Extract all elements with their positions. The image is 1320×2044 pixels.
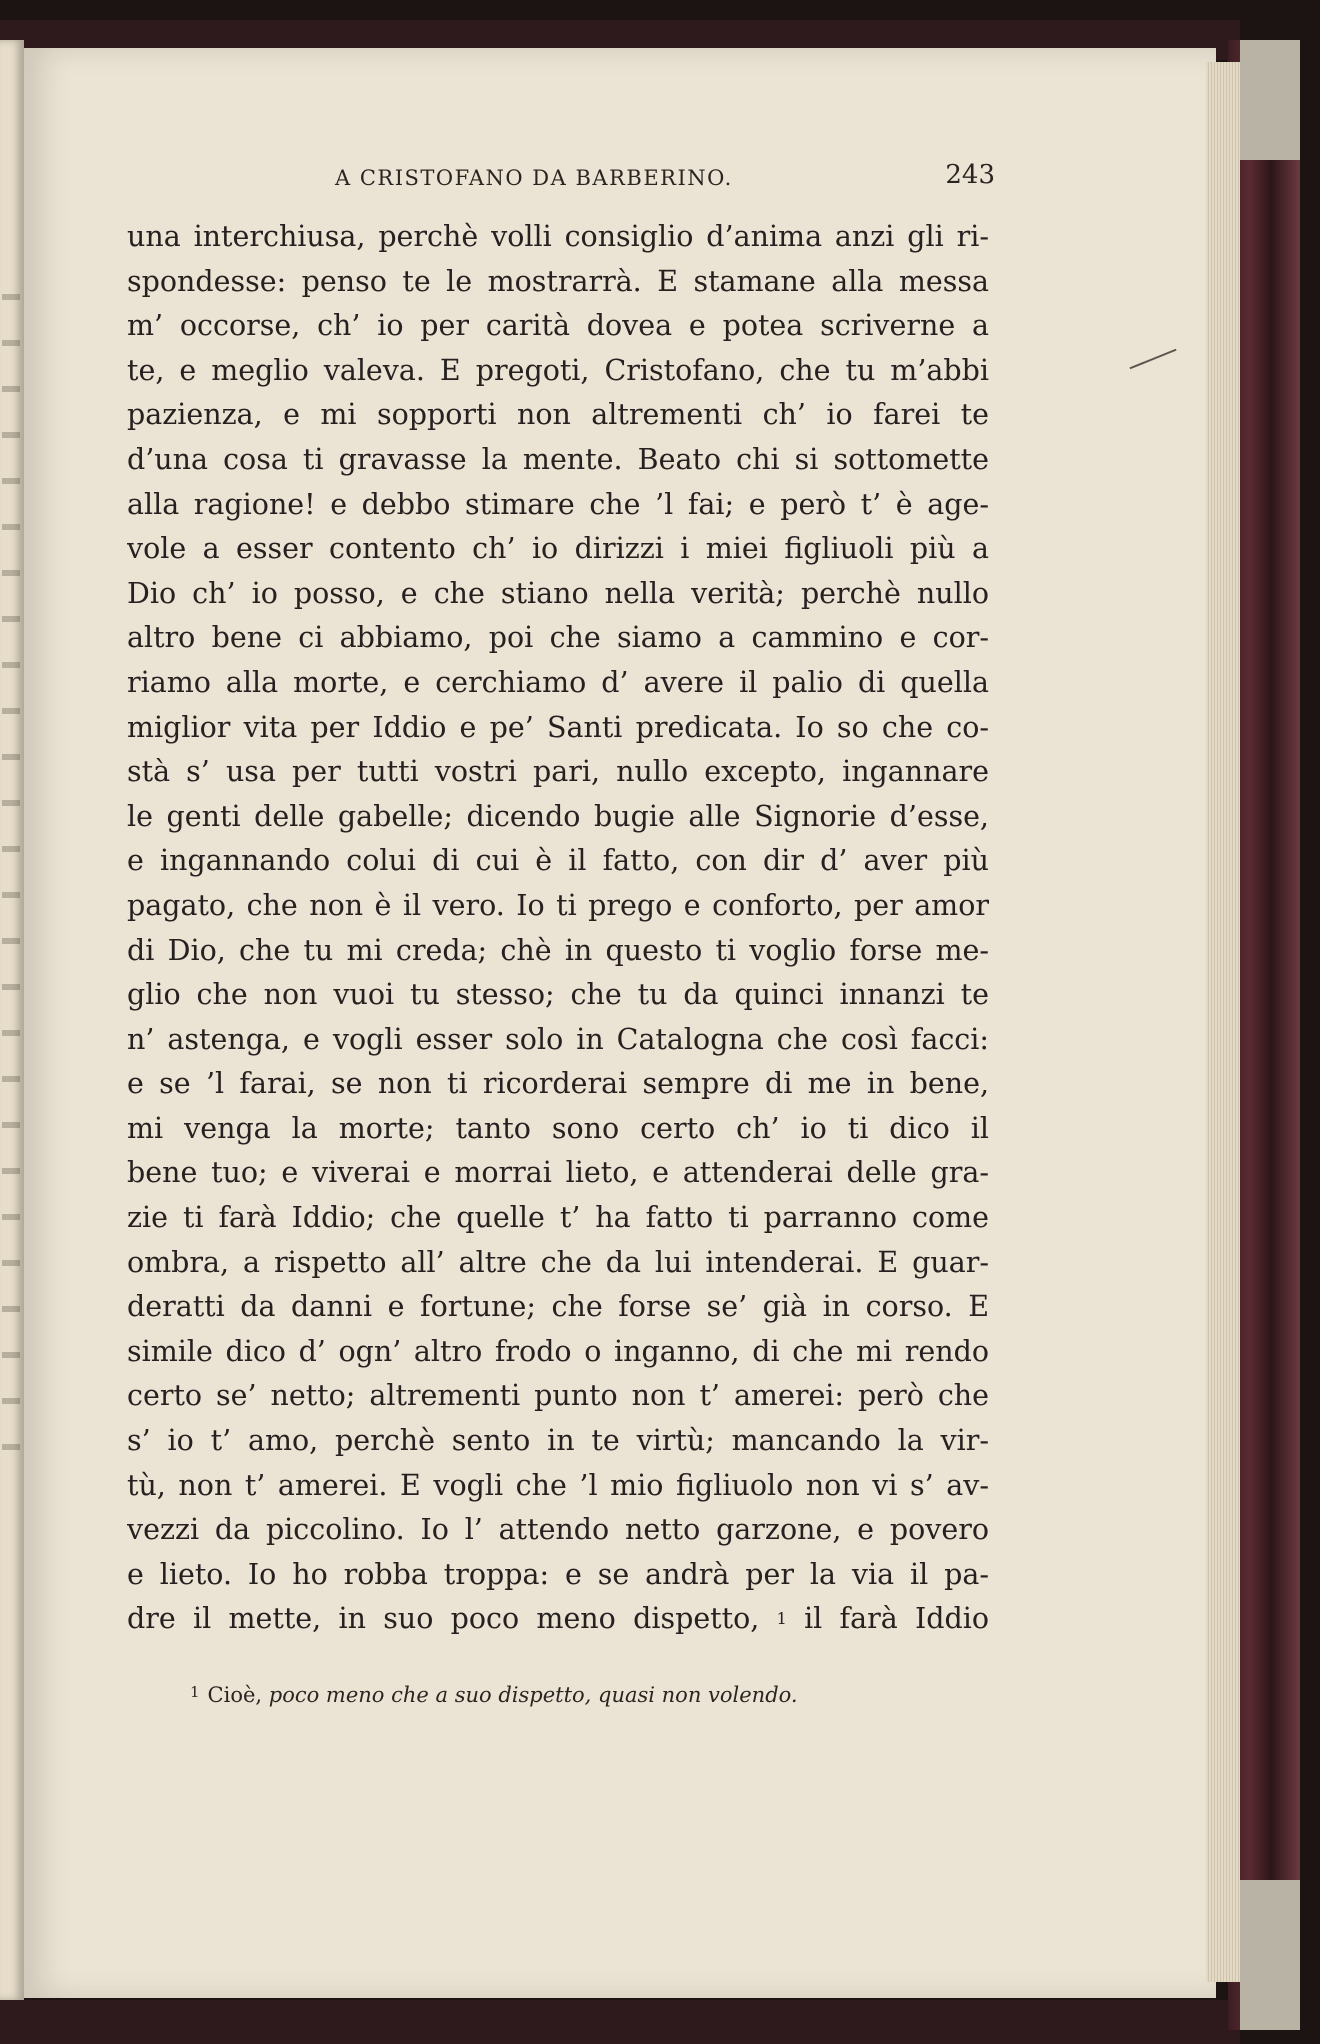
footnote [190,1683,950,1707]
text-line: m’ occorse, ch’ io per carità dovea e potea scriverne a [127,309,989,343]
text-line: miglior vita per Iddio e pe’ Santi predicata. Io so che co- [127,710,989,744]
text-line: altro bene ci abbiamo, poi che siamo a cammino e cor- [127,621,989,655]
text-line: n’ astenga, e vogli esser solo in Catalogna che così facci: [127,1022,989,1056]
footnote-prefix: Cioè, [207,1683,263,1707]
text-line: te, e meglio valeva. E pregoti, Cristofano, che tu m’abbi [127,353,989,387]
text-line: stà s’ usa per tutti vostri pari, nullo excepto, ingannare [127,755,989,789]
text-line: simile dico d’ ogn’ altro frodo o inganno, di che mi rendo [127,1334,989,1368]
facing-page-strip [0,40,24,2000]
text-line: bene tuo; e viverai e morrai lieto, e attenderai delle gra- [127,1156,989,1190]
body-text [127,215,989,1642]
running-header [335,160,995,200]
text-line: Dio ch’ io posso, e che stiano nella verità; perchè nullo [127,576,989,610]
running-title: A CRISTOFANO DA BARBERINO. [335,166,733,190]
text-line: d’una cosa ti gravasse la mente. Beato chi si sottomette [127,442,989,476]
text-line: le genti delle gabelle; dicendo bugie alle Signorie d’esse, [127,799,989,833]
footnote-italic-text: poco meno che a suo dispetto, quasi non volendo. [268,1683,798,1707]
text-line: tù, non t’ amerei. E vogli che ’l mio figliuolo non vi s’ av- [127,1468,989,1502]
text-line: di Dio, che tu mi creda; chè in questo ti voglio forse me- [127,933,989,967]
text-line: vole a esser contento ch’ io dirizzi i miei figliuoli più a [127,532,989,566]
page-number: 243 [945,160,995,190]
cover-corner-bottom [1240,1880,1300,2030]
text-line: glio che non vuoi tu stesso; che tu da quinci innanzi te [127,978,989,1012]
cover-corner-top [1240,40,1300,160]
text-line-last [127,1597,989,1642]
facing-page-text-edges [2,260,20,1460]
text-line: e lieto. Io ho robba troppa: e se andrà per la via il pa- [127,1557,989,1591]
text-line: riamo alla morte, e cerchiamo d’ avere il palio di quella [127,665,989,699]
text-line: vezzi da piccolino. Io l’ attendo netto garzone, e povero [127,1513,989,1547]
cover-bottom-edge [0,2000,1240,2044]
text-line: mi venga la morte; tanto sono certo ch’ io ti dico il [127,1111,989,1145]
text-line: e ingannando colui di cui è il fatto, con dir d’ aver più [127,844,989,878]
text-line: pazienza, e mi sopporti non altrementi ch’ io farei te [127,398,989,432]
text-line: deratti da danni e fortune; che forse se’ già in corso. E [127,1290,989,1324]
page-fore-edge [1206,62,1240,1982]
text-line: zie ti farà Iddio; che quelle t’ ha fatto ti parranno come [127,1201,989,1235]
text-line: ombra, a rispetto all’ altre che da lui intenderai. E guar- [127,1245,989,1279]
text-line: e se ’l farai, se non ti ricorderai sempre di me in bene, [127,1067,989,1101]
last-line-after: il farà Iddio [804,1602,989,1636]
text-line: pagato, che non è il vero. Io ti prego e conforto, per amor [127,888,989,922]
text-line: certo se’ netto; altrementi punto non t’ amerei: però che [127,1379,989,1413]
text-line: s’ io t’ amo, perchè sento in te virtù; mancando la vir- [127,1424,989,1458]
text-line: alla ragione! e debbo stimare che ’l fai; e però t’ è age- [127,487,989,521]
last-line-before: dre il mette, in suo poco meno dispetto, [127,1602,760,1636]
text-line: spondesse: penso te le mostrarrà. E stamane alla messa [127,264,989,298]
footnote-reference: 1 [776,1609,787,1629]
text-line: una interchiusa, perchè volli consiglio d’anima anzi gli ri- [127,220,989,253]
footnote-mark: 1 [190,1683,200,1701]
